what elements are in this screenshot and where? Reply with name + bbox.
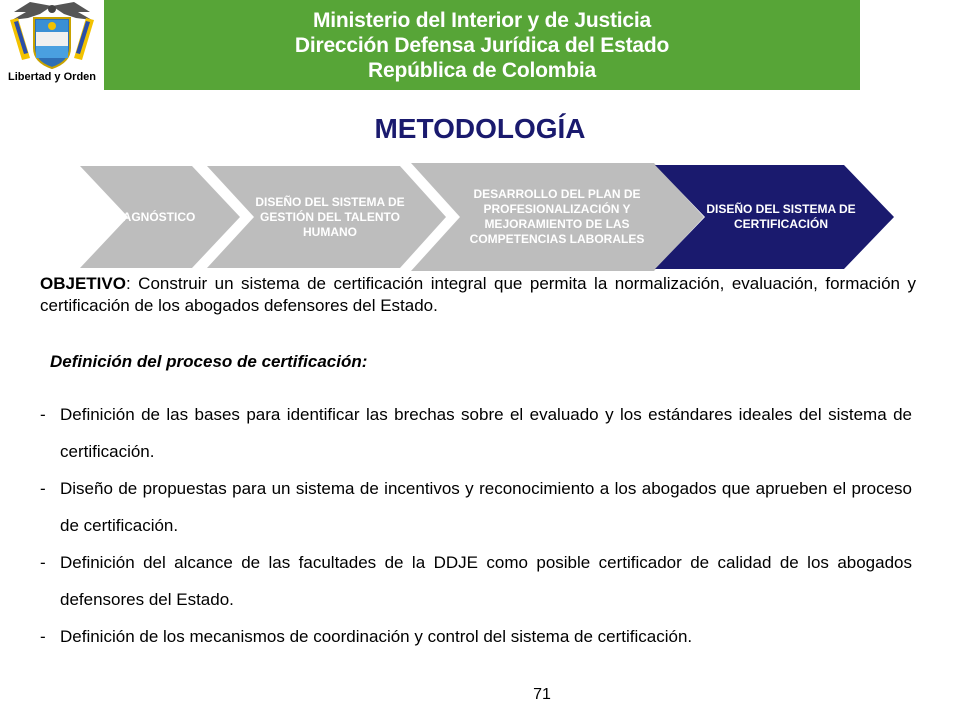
step-talento-label: DISEÑO DEL SISTEMA DE GESTIÓN DEL TALENTO HUMANO bbox=[255, 194, 405, 239]
objective-text: : Construir un sistema de certificación integral que permita la normalización, evaluación, formación y certificación de los abogados defensores del Estado. bbox=[40, 274, 916, 315]
list-item: - Diseño de propuestas para un sistema de incentivos y reconocimiento a los abogados que aprueben el proceso de certificación. bbox=[40, 479, 912, 535]
page-number: 71 bbox=[533, 686, 551, 703]
logo-motto: Libertad y Orden bbox=[7, 71, 97, 83]
objective-paragraph bbox=[40, 273, 916, 317]
bullet-list bbox=[40, 396, 912, 655]
list-item-text: Definición de los mecanismos de coordinación y control del sistema de certificación. bbox=[60, 627, 693, 646]
coat-of-arms-logo bbox=[0, 0, 104, 93]
header-line-ministry: Ministerio del Interior y de Justicia bbox=[312, 8, 652, 32]
step-certificacion-label: DISEÑO DEL SISTEMA DE CERTIFICACIÓN bbox=[706, 202, 856, 231]
list-item: - Definición de las bases para identificar las brechas sobre el evaluado y los estándares ideales del sistema de certificación. bbox=[40, 405, 912, 461]
header-band bbox=[104, 0, 860, 90]
objective-label: OBJETIVO bbox=[40, 274, 126, 293]
header-line-direction: Dirección Defensa Jurídica del Estado bbox=[294, 33, 670, 57]
step-desarrollo-label: DESARROLLO DEL PLAN DE PROFESIONALIZACIÓN Y MEJORAMIENTO DE LAS COMPETENCIAS LABORALES bbox=[469, 187, 645, 246]
page-title: METODOLOGÍA bbox=[374, 113, 586, 144]
step-diagnostico-label: DIAGNÓSTICO bbox=[110, 209, 196, 224]
list-item-text: Definición del alcance de las facultades de la DDJE como posible certificador de calidad de los abogados defensores del Estado. bbox=[60, 553, 912, 609]
process-chevron-bar bbox=[80, 163, 895, 271]
list-item: - Definición del alcance de las facultades de la DDJE como posible certificador de calidad de los abogados defensores del Estado. bbox=[40, 553, 912, 609]
list-item: - Definición de los mecanismos de coordinación y control del sistema de certificación. bbox=[40, 627, 693, 646]
list-item-text: Definición de las bases para identificar las brechas sobre el evaluado y los estándares ideales del sistema de certificación. bbox=[60, 405, 912, 461]
list-item-text: Diseño de propuestas para un sistema de incentivos y reconocimiento a los abogados que aprueben el proceso de certificación. bbox=[60, 479, 912, 535]
section-title: Definición del proceso de certificación: bbox=[50, 352, 368, 371]
header-line-country: República de Colombia bbox=[368, 58, 596, 82]
